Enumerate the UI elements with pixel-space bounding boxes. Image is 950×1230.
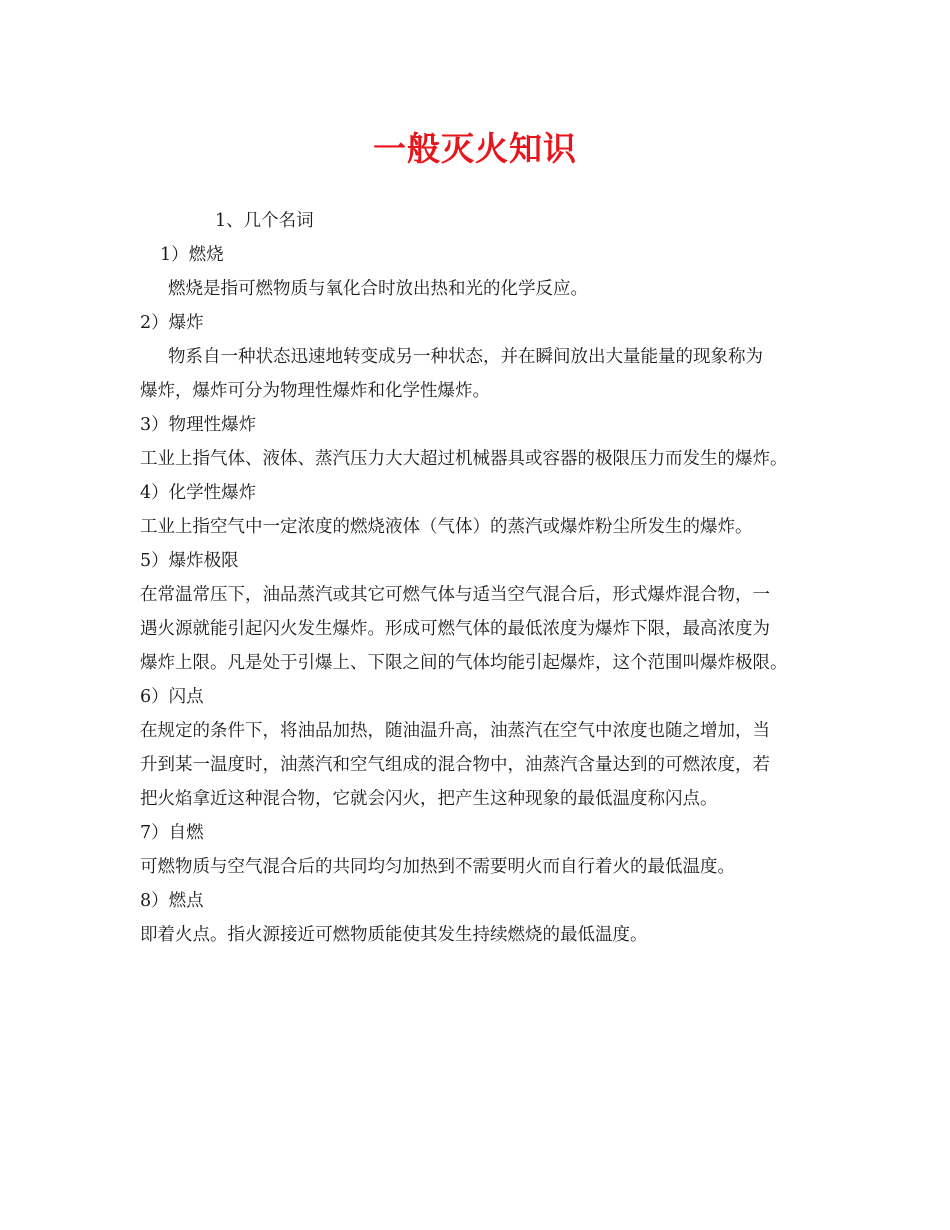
item-body-line: 升到某一温度时，油蒸汽和空气组成的混合物中，油蒸汽含量达到的可燃浓度，若 bbox=[140, 755, 770, 775]
item-body-line: 爆炸，爆炸可分为物理性爆炸和化学性爆炸。 bbox=[140, 381, 490, 401]
item-body-line: 燃烧是指可燃物质与氧化合时放出热和光的化学反应。 bbox=[168, 279, 588, 299]
item-heading: 7）自燃 bbox=[140, 823, 204, 843]
item-body-line: 即着火点。指火源接近可燃物质能使其发生持续燃烧的最低温度。 bbox=[140, 925, 648, 945]
item-body-line: 物系自一种状态迅速地转变成另一种状态，并在瞬间放出大量能量的现象称为 bbox=[168, 347, 763, 367]
item-heading: 1）燃烧 bbox=[160, 245, 224, 265]
item-heading: 5）爆炸极限 bbox=[140, 551, 239, 571]
item-heading: 6）闪点 bbox=[140, 687, 204, 707]
item-heading: 3）物理性爆炸 bbox=[140, 415, 257, 435]
item-heading: 8）燃点 bbox=[140, 891, 204, 911]
document-body bbox=[140, 204, 830, 952]
item-body-line: 在常温常压下，油品蒸汽或其它可燃气体与适当空气混合后，形式爆炸混合物，一 bbox=[140, 585, 770, 605]
item-body-line: 可燃物质与空气混合后的共同均匀加热到不需要明火而自行着火的最低温度。 bbox=[140, 857, 735, 877]
item-heading: 4）化学性爆炸 bbox=[140, 483, 257, 503]
item-body-line: 遇火源就能引起闪火发生爆炸。形成可燃气体的最低浓度为爆炸下限，最高浓度为 bbox=[140, 619, 770, 639]
item-body-line: 工业上指空气中一定浓度的燃烧液体（气体）的蒸汽或爆炸粉尘所发生的爆炸。 bbox=[140, 517, 753, 537]
document-title: 一般灭火知识 bbox=[373, 129, 577, 168]
item-body-line: 爆炸上限。凡是处于引爆上、下限之间的气体均能引起爆炸，这个范围叫爆炸极限。 bbox=[140, 653, 788, 673]
item-body-line: 工业上指气体、液体、蒸汽压力大大超过机械器具或容器的极限压力而发生的爆炸。 bbox=[140, 449, 788, 469]
item-heading: 2）爆炸 bbox=[140, 313, 204, 333]
item-body-line: 把火焰拿近这种混合物，它就会闪火，把产生这种现象的最低温度称闪点。 bbox=[140, 789, 718, 809]
section-heading: 1、几个名词 bbox=[215, 211, 314, 231]
item-body-line: 在规定的条件下，将油品加热，随油温升高，油蒸汽在空气中浓度也随之增加，当 bbox=[140, 721, 770, 741]
